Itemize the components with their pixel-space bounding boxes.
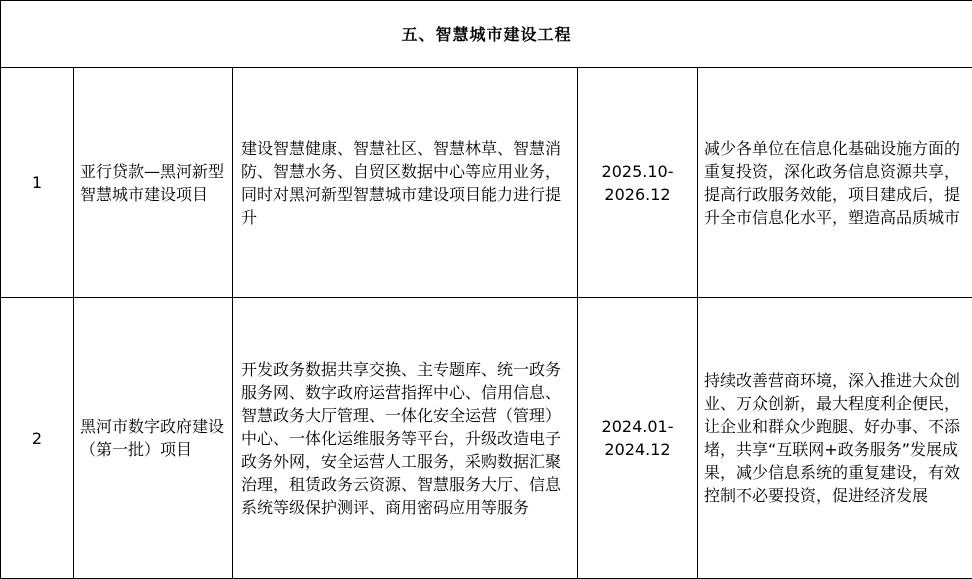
project-benefit: 减少各单位在信息化基础设施方面的重复投资，深化政务信息资源共享，提高行政服务效能，项目建成后，提升全市信息化水平，塑造高品质城市 — [698, 68, 972, 298]
period-end: 2024.12 — [578, 438, 697, 461]
section-header-row — [1, 1, 972, 68]
project-content: 开发政务数据共享交换、主专题库、统一政务服务网、数字政府运营指挥中心、信用信息、智慧政务大厅管理、一体化安全运营（管理）中心、一体化运维服务等平台，升级改造电子政务外网，安全运营人工服务，采购数据汇聚治理，租赁政务云资源、智慧服务大厅、信息系统等级保护测评、商用密码应用等服务 — [233, 298, 578, 579]
project-name: 亚行贷款—黑河新型智慧城市建设项目 — [74, 68, 233, 298]
project-benefit: 持续改善营商环境，深入推进大众创业、万众创新，最大程度利企便民，让企业和群众少跑腿、好办事、不添堵，共享“互联网+政务服务”发展成果，减少信息系统的重复建设，有效控制不必要投资，促进经济发展 — [698, 298, 972, 579]
table-row — [1, 298, 972, 579]
section-title: 五、智慧城市建设工程 — [1, 1, 972, 68]
row-index: 1 — [1, 68, 74, 298]
project-period — [578, 298, 698, 579]
period-end: 2026.12 — [578, 183, 697, 206]
table-row — [1, 68, 972, 298]
row-index: 2 — [1, 298, 74, 579]
project-period — [578, 68, 698, 298]
project-name: 黑河市数字政府建设（第一批）项目 — [74, 298, 233, 579]
period-start: 2024.01- — [578, 415, 697, 438]
period-start: 2025.10- — [578, 160, 697, 183]
project-content: 建设智慧健康、智慧社区、智慧林草、智慧消防、智慧水务、自贸区数据中心等应用业务，同时对黑河新型智慧城市建设项目能力进行提升 — [233, 68, 578, 298]
